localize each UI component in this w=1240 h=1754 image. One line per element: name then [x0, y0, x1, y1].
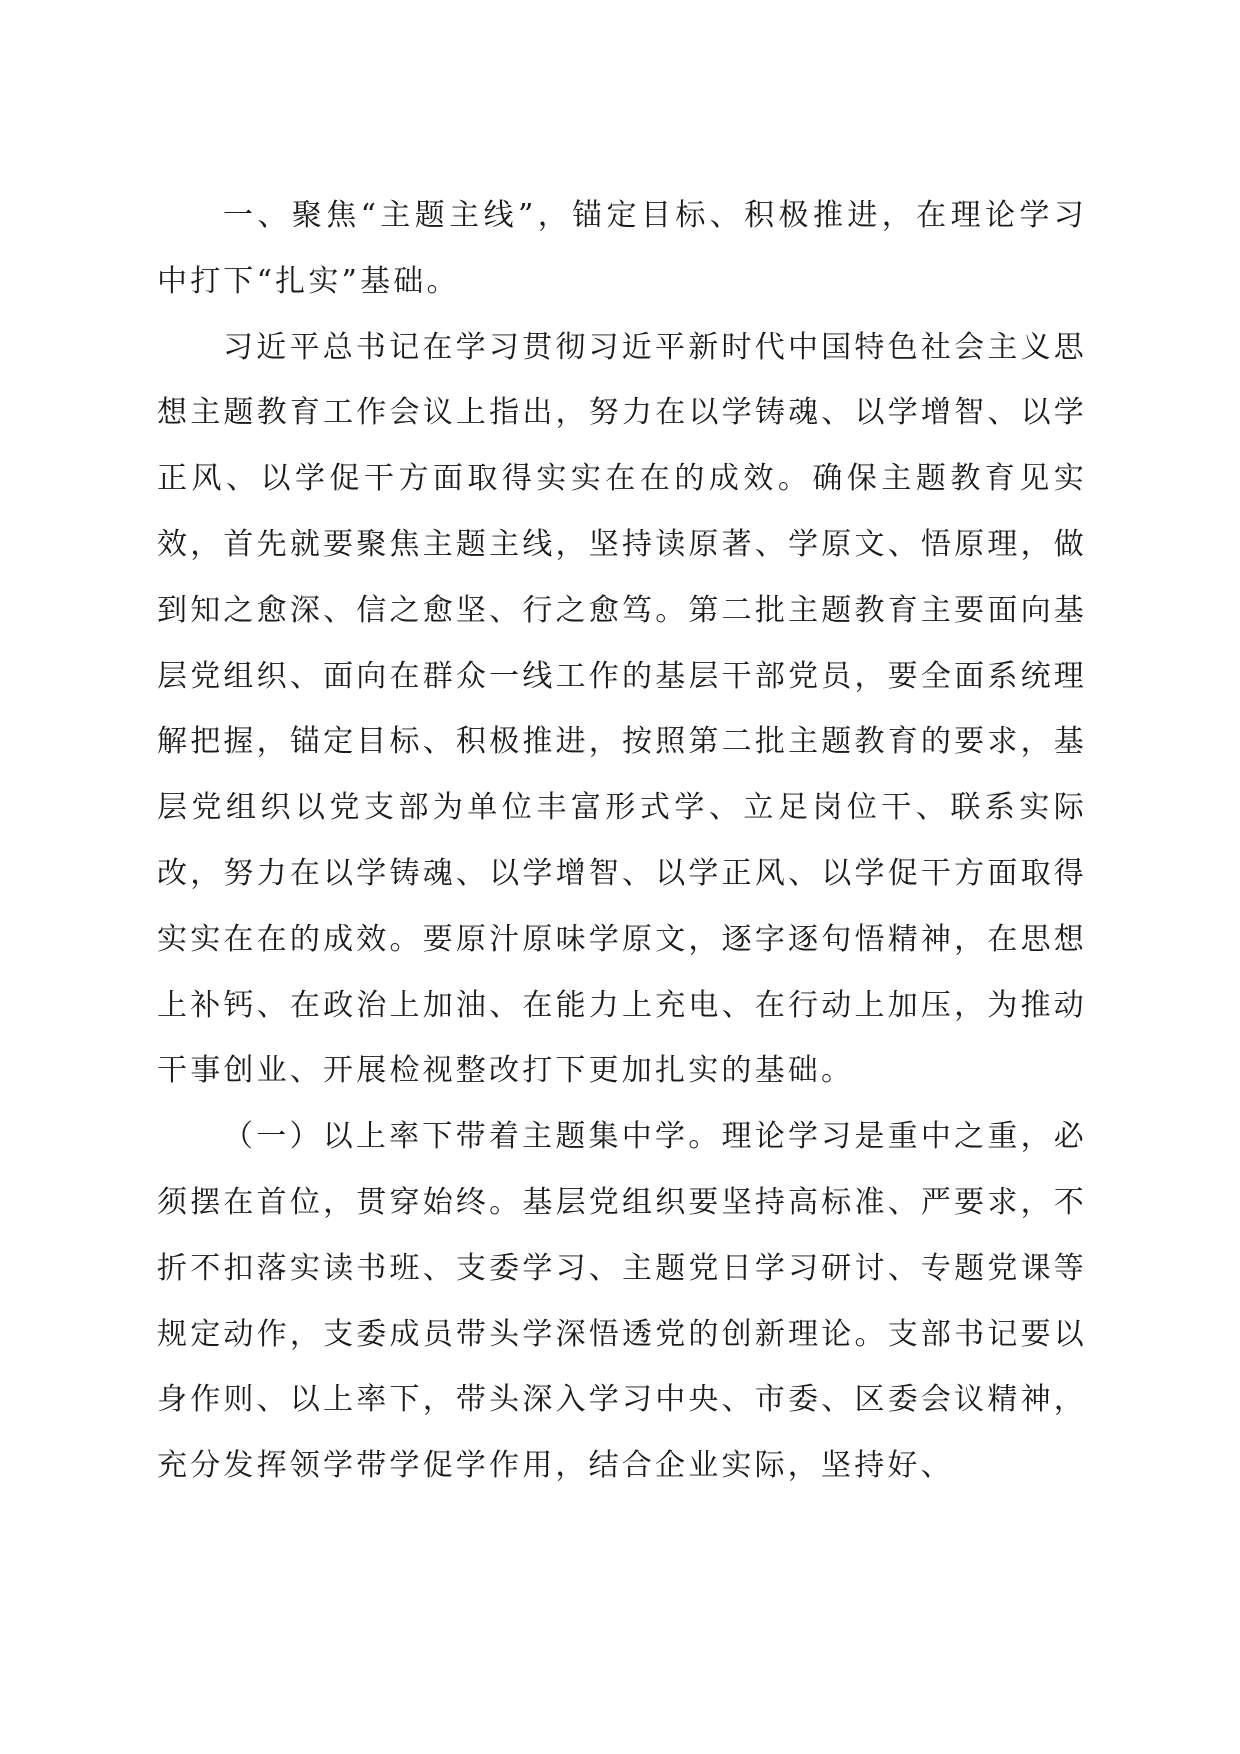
document-body	[157, 183, 1087, 1499]
section-heading: 一、聚焦“主题主线”，锚定目标、积极推进，在理论学习中打下“扎实”基础。	[157, 198, 1087, 299]
body-paragraph: 习近平总书记在学习贯彻习近平新时代中国特色社会主义思想主题教育工作会议上指出，努力在以学铸魂、以学增智、以学正风、以学促干方面取得实实在在的成效。确保主题教育见实效，首先就要聚焦主题主线，坚持读原著、学原文、悟原理，做到知之愈深、信之愈坚、行之愈笃。第二批主题教育主要面向基层党组织、面向在群众一线工作的基层干部党员，要全面系统理解把握，锚定目标、积极推进，按照第二批主题教育的要求，基层党组织以党支部为单位丰富形式学、立足岗位干、联系实际改，努力在以学铸魂、以学增智、以学正风、以学促干方面取得实实在在的成效。要原汁原味学原文，逐字逐句悟精神，在思想上补钙、在政治上加油、在能力上充电、在行动上加压，为推动干事创业、开展检视整改打下更加扎实的基础。	[157, 329, 1087, 1089]
subsection-paragraph: （一）以上率下带着主题集中学。理论学习是重中之重，必须摆在首位，贯穿始终。基层党组织要坚持高标准、严要求，不折不扣落实读书班、支委学习、主题党日学习研讨、专题党课等规定动作，支委成员带头学深悟透党的创新理论。支部书记要以身作则、以上率下，带头深入学习中央、市委、区委会议精神，充分发挥领学带学促学作用，结合企业实际，坚持好、	[157, 1119, 1087, 1484]
